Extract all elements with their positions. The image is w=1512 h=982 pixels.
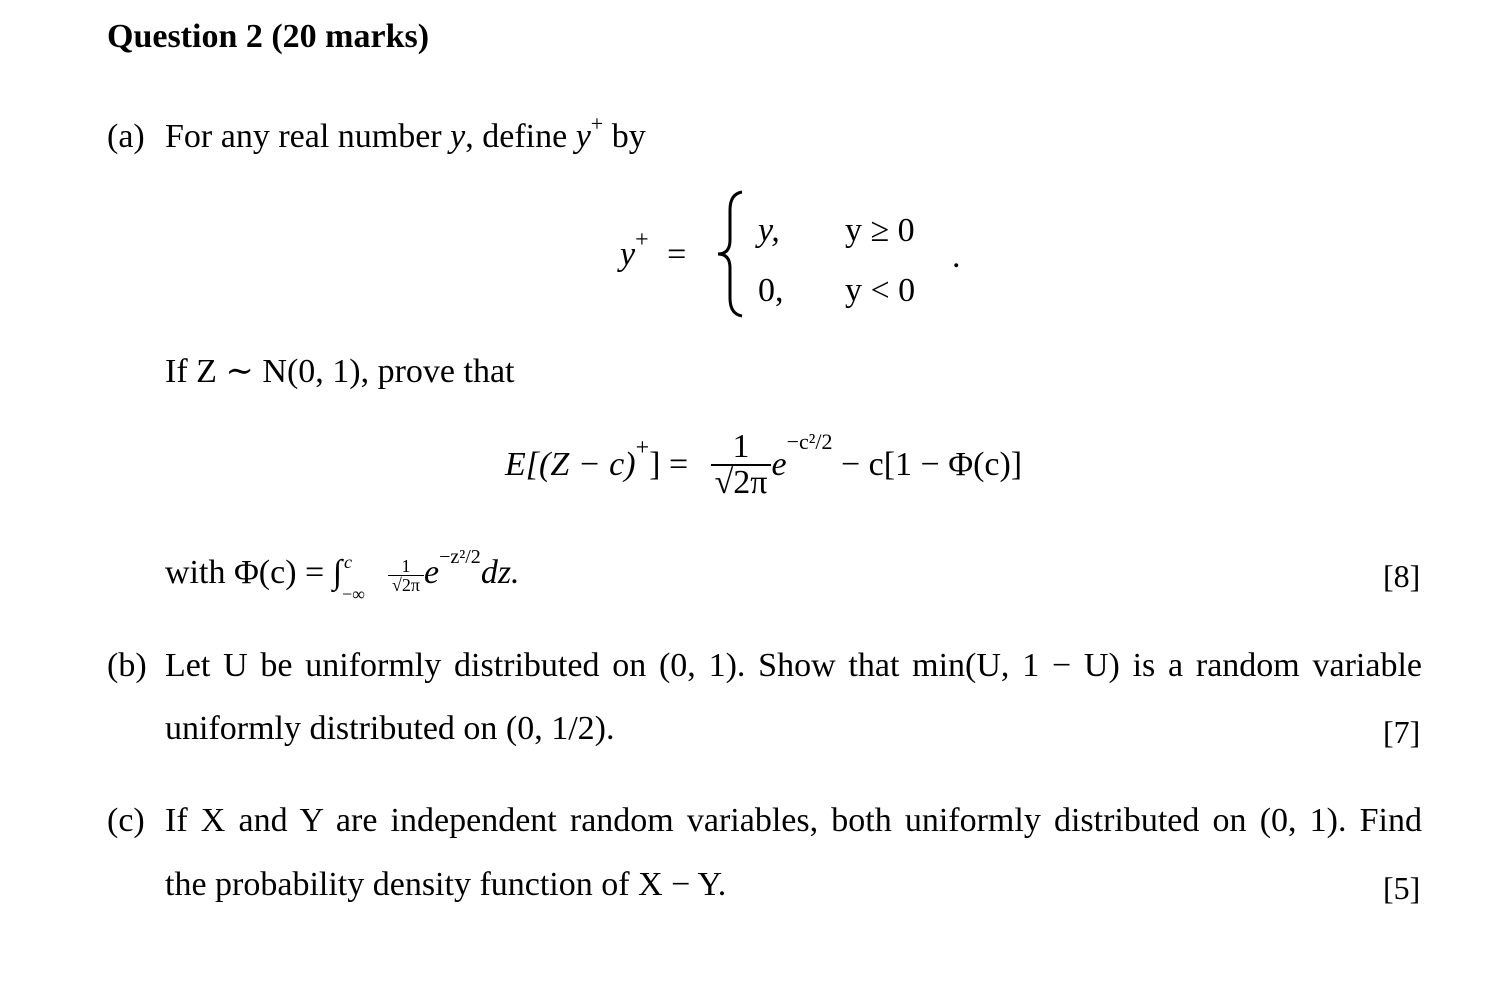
part-b-label: (b) <box>107 647 147 684</box>
part-b-marks: [7] <box>1383 714 1421 750</box>
left-brace <box>712 188 748 320</box>
piecewise-period: . <box>952 238 961 275</box>
part-a-intro: For any real number y, define y+ by <box>165 110 646 155</box>
formula-fraction: $\frac{1}{√2\pi}$ <box>711 430 772 500</box>
case1-condition: y ≥ 0 <box>845 212 915 249</box>
phi-definition: with Φ(c) = ∫ c −∞ $\frac{1}{√2\pi}$ $e^{-z^2/2}dz$. <box>165 545 520 604</box>
case1-value: y, <box>758 212 780 249</box>
piecewise-lhs: y+ = <box>620 226 687 273</box>
question-heading: Question 2 (20 marks) <box>107 18 430 55</box>
part-c-line1: If X and Y are independent random variables, both uniformly distributed on (0, 1). Find <box>165 802 1422 839</box>
part-a-label: (a) <box>107 118 145 155</box>
part-c-marks: [5] <box>1383 870 1421 906</box>
part-b-line1: Let U be uniformly distributed on (0, 1). Show that min(U, 1 − U) is a random variable <box>165 647 1422 684</box>
part-a-marks: [8] <box>1383 558 1421 594</box>
case2-value: 0, <box>758 272 784 309</box>
part-a-claim: If Z ∼ N(0, 1), prove that <box>165 353 515 390</box>
case2-condition: y < 0 <box>845 272 916 309</box>
part-b-line2: uniformly distributed on (0, 1/2). <box>165 710 615 747</box>
piecewise-definition <box>620 188 980 328</box>
part-c-line2: the probability density function of X − Y. <box>165 866 727 903</box>
expectation-formula: E[(Z − c)+] = $\frac{1}{√2\pi}$ $e^{-c^2/2} - c[1 - \Phi(c)]$ <box>505 428 1023 501</box>
part-c-label: (c) <box>107 802 145 839</box>
